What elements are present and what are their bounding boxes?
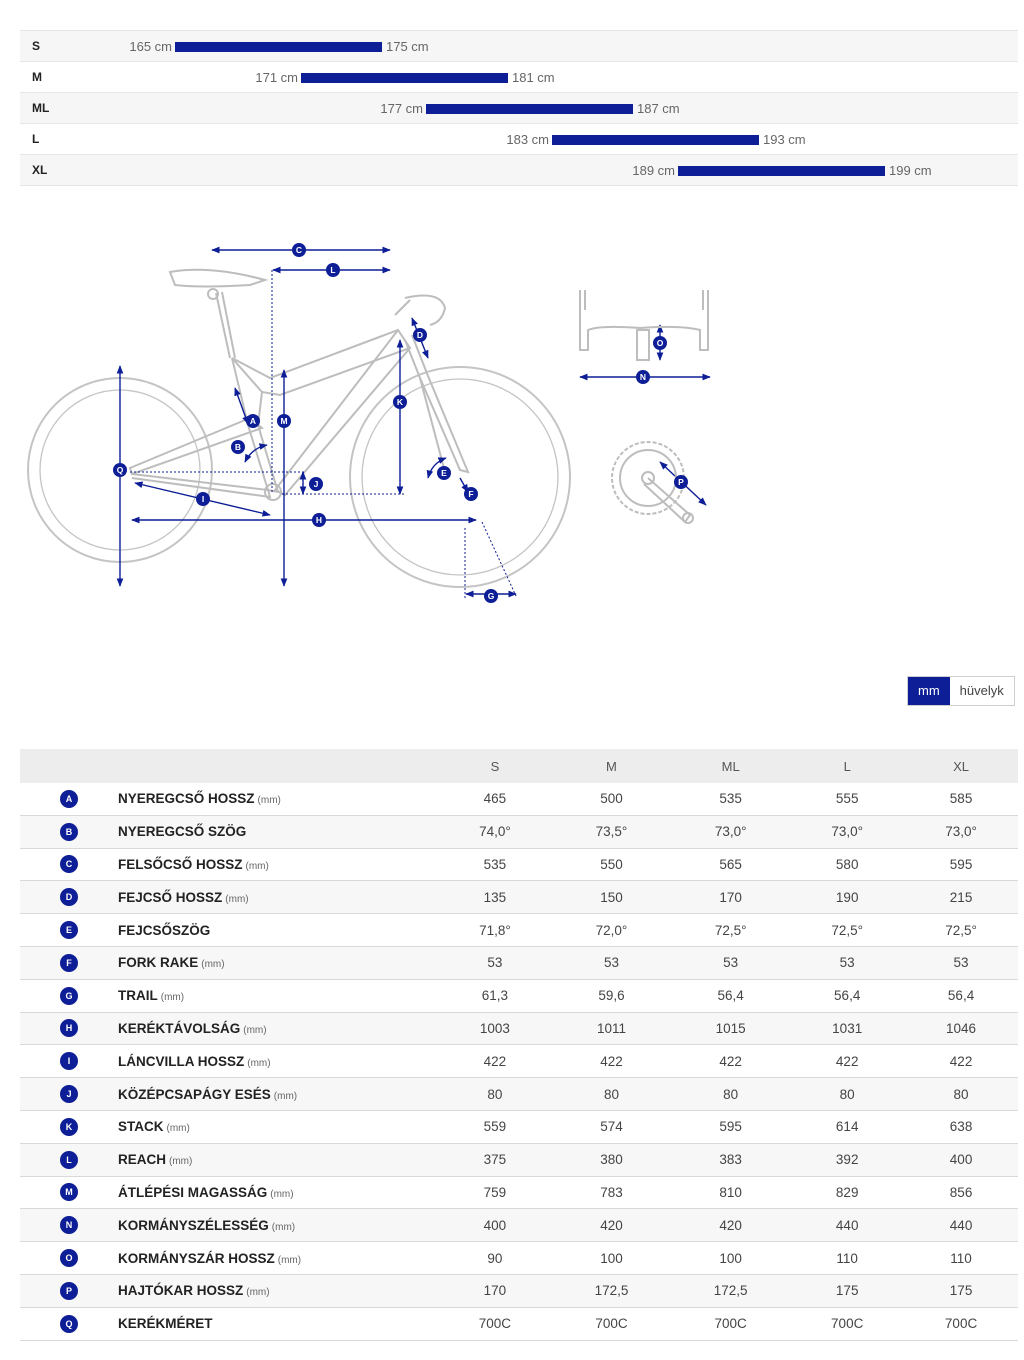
measurement-value: 72,5° xyxy=(671,914,790,947)
measurement-badge: C xyxy=(60,855,78,873)
measurement-value: 53 xyxy=(671,946,790,979)
height-min: 165 cm xyxy=(129,39,172,54)
svg-text:A: A xyxy=(249,416,257,426)
measurement-unit: (mm) xyxy=(201,959,225,971)
measurement-badge: J xyxy=(60,1085,78,1103)
measurement-name-cell xyxy=(118,881,438,914)
measurement-value: 555 xyxy=(790,783,904,815)
measurement-badge: Q xyxy=(60,1315,78,1333)
rider-size-chart xyxy=(20,30,1018,186)
badge-cell xyxy=(20,1274,118,1307)
measurement-value: 759 xyxy=(438,1176,552,1209)
measurement-value: 1015 xyxy=(671,1012,790,1045)
svg-text:O: O xyxy=(656,338,664,348)
svg-text:B: B xyxy=(234,442,242,452)
badge-cell xyxy=(20,1110,118,1143)
measurement-value: 80 xyxy=(671,1078,790,1111)
measurement-value: 80 xyxy=(790,1078,904,1111)
unit-mm-button[interactable]: mm xyxy=(908,677,950,705)
measurement-value: 190 xyxy=(790,881,904,914)
badge-cell xyxy=(20,1012,118,1045)
measurement-value: 535 xyxy=(671,783,790,815)
measurement-value: 559 xyxy=(438,1110,552,1143)
height-range-bar xyxy=(175,42,382,52)
measurement-value: 700C xyxy=(552,1307,671,1340)
measurement-badge: F xyxy=(60,954,78,972)
badge-cell xyxy=(20,1045,118,1078)
measurement-value: 170 xyxy=(438,1274,552,1307)
measurement-unit: (mm) xyxy=(277,1254,302,1266)
measurement-badge: P xyxy=(60,1282,78,1300)
measurement-value: 59,6 xyxy=(552,979,671,1012)
measurement-value: 375 xyxy=(438,1143,552,1176)
measurement-badge: L xyxy=(60,1151,78,1169)
measurement-value: 71,8° xyxy=(438,914,552,947)
measurement-value: 380 xyxy=(552,1143,671,1176)
height-max: 187 cm xyxy=(637,101,680,116)
measurement-value: 90 xyxy=(438,1242,552,1275)
measurement-value: 73,0° xyxy=(790,815,904,848)
measurement-value: 700C xyxy=(438,1307,552,1340)
measurement-value: 110 xyxy=(790,1242,904,1275)
measurement-value: 700C xyxy=(790,1307,904,1340)
geometry-table xyxy=(20,749,1018,1341)
height-max: 181 cm xyxy=(512,70,555,85)
unit-toggle xyxy=(907,676,1015,706)
measurement-value: 80 xyxy=(904,1078,1018,1111)
measurement-value: 422 xyxy=(671,1045,790,1078)
measurement-unit: (mm) xyxy=(257,795,281,807)
measurement-value: 150 xyxy=(552,881,671,914)
height-max: 199 cm xyxy=(889,163,932,178)
unit-inch-button[interactable]: hüvelyk xyxy=(950,677,1014,705)
svg-text:G: G xyxy=(487,591,495,601)
measurement-badge: M xyxy=(60,1183,78,1201)
measurement-value: 72,5° xyxy=(790,914,904,947)
measurement-value: 80 xyxy=(552,1078,671,1111)
svg-text:C: C xyxy=(295,245,303,255)
measurement-value: 422 xyxy=(438,1045,552,1078)
measurement-unit: (mm) xyxy=(160,992,185,1004)
measurement-value: 72,0° xyxy=(552,914,671,947)
badge-cell xyxy=(20,979,118,1012)
table-row xyxy=(20,1307,1018,1340)
table-row xyxy=(20,979,1018,1012)
measurement-badge: A xyxy=(60,790,78,808)
table-header-row xyxy=(20,749,1018,783)
bike-frame xyxy=(130,270,468,500)
label-badge-q xyxy=(113,463,127,477)
measurement-value: 74,0° xyxy=(438,815,552,848)
measurement-value: 422 xyxy=(904,1045,1018,1078)
badge-cell xyxy=(20,783,118,815)
measurement-value: 1003 xyxy=(438,1012,552,1045)
height-max: 193 cm xyxy=(763,132,806,147)
height-range-bar xyxy=(678,166,885,176)
measurement-unit: (mm) xyxy=(225,893,249,905)
measurement-name: HAJTÓKAR HOSSZ xyxy=(118,1283,244,1299)
measurement-name: KERÉKMÉRET xyxy=(118,1316,213,1332)
measurement-value: 135 xyxy=(438,881,552,914)
measurement-unit: (mm) xyxy=(166,1123,190,1135)
measurement-name: KERÉKTÁVOLSÁG xyxy=(118,1020,241,1036)
measurement-value: 440 xyxy=(904,1209,1018,1242)
measurement-value: 580 xyxy=(790,848,904,881)
measurement-value: 856 xyxy=(904,1176,1018,1209)
size-row xyxy=(20,30,1018,61)
measurement-name: KORMÁNYSZÉLESSÉG xyxy=(118,1217,269,1233)
dimension-arrows xyxy=(120,250,710,594)
badge-cell xyxy=(20,946,118,979)
measurement-value: 614 xyxy=(790,1110,904,1143)
table-row xyxy=(20,1274,1018,1307)
measurement-unit: (mm) xyxy=(273,1090,298,1102)
measurement-value: 810 xyxy=(671,1176,790,1209)
measurement-value: 535 xyxy=(438,848,552,881)
label-badge-f xyxy=(464,487,478,501)
measurement-value: 80 xyxy=(438,1078,552,1111)
size-label: L xyxy=(32,132,40,146)
measurement-value: 400 xyxy=(438,1209,552,1242)
measurement-value: 465 xyxy=(438,783,552,815)
measurement-value: 565 xyxy=(671,848,790,881)
table-row xyxy=(20,1242,1018,1275)
header-name xyxy=(118,749,438,783)
measurement-unit: (mm) xyxy=(169,1156,193,1168)
header-size: L xyxy=(790,749,904,783)
measurement-value: 175 xyxy=(790,1274,904,1307)
measurement-badge: I xyxy=(60,1052,78,1070)
measurement-value: 53 xyxy=(904,946,1018,979)
measurement-value: 440 xyxy=(790,1209,904,1242)
measurement-value: 53 xyxy=(790,946,904,979)
badge-cell xyxy=(20,815,118,848)
reference-lines xyxy=(130,270,516,598)
measurement-badge: N xyxy=(60,1216,78,1234)
measurement-value: 215 xyxy=(904,881,1018,914)
size-label: ML xyxy=(32,101,50,115)
front-wheel xyxy=(350,367,570,587)
measurement-value: 56,4 xyxy=(790,979,904,1012)
size-row xyxy=(20,61,1018,92)
table-row xyxy=(20,1078,1018,1111)
table-row xyxy=(20,914,1018,947)
table-row xyxy=(20,1110,1018,1143)
label-badge-b xyxy=(231,440,245,454)
header-size: ML xyxy=(671,749,790,783)
table-row xyxy=(20,946,1018,979)
badge-cell xyxy=(20,1209,118,1242)
measurement-value: 53 xyxy=(552,946,671,979)
table-row xyxy=(20,783,1018,815)
svg-text:L: L xyxy=(330,265,336,275)
geometry-diagram xyxy=(0,200,1024,620)
svg-text:M: M xyxy=(280,416,288,426)
badge-cell xyxy=(20,1242,118,1275)
svg-text:P: P xyxy=(678,477,684,487)
measurement-value: 585 xyxy=(904,783,1018,815)
measurement-value: 595 xyxy=(671,1110,790,1143)
measurement-name: LÁNCVILLA HOSSZ xyxy=(118,1053,245,1069)
svg-text:E: E xyxy=(441,468,447,478)
height-min: 177 cm xyxy=(380,101,423,116)
measurement-badge: D xyxy=(60,888,78,906)
label-badge-c xyxy=(292,243,306,257)
handlebar-front-view xyxy=(580,290,708,360)
badge-cell xyxy=(20,848,118,881)
measurement-value: 175 xyxy=(904,1274,1018,1307)
measurement-name-cell xyxy=(118,1242,438,1275)
measurement-name-cell xyxy=(118,1012,438,1045)
measurement-value: 110 xyxy=(904,1242,1018,1275)
measurement-unit: (mm) xyxy=(247,1057,271,1069)
measurement-name-cell xyxy=(118,914,438,947)
measurement-name: KÖZÉPCSAPÁGY ESÉS xyxy=(118,1086,271,1102)
measurement-value: 1011 xyxy=(552,1012,671,1045)
measurement-name: STACK xyxy=(118,1119,164,1135)
label-badge-j xyxy=(309,477,323,491)
size-label: S xyxy=(32,39,41,53)
label-badge-a xyxy=(246,414,260,428)
measurement-name-cell xyxy=(118,1274,438,1307)
measurement-value: 61,3 xyxy=(438,979,552,1012)
height-max: 175 cm xyxy=(386,39,429,54)
measurement-value: 595 xyxy=(904,848,1018,881)
svg-text:N: N xyxy=(639,372,647,382)
measurement-name: FORK RAKE xyxy=(118,955,199,971)
measurement-value: 72,5° xyxy=(904,914,1018,947)
measurement-name-cell xyxy=(118,946,438,979)
badge-cell xyxy=(20,1078,118,1111)
measurement-name-cell xyxy=(118,783,438,815)
header-badge xyxy=(20,749,118,783)
measurement-name-cell xyxy=(118,1307,438,1340)
measurement-value: 550 xyxy=(552,848,671,881)
measurement-value: 100 xyxy=(552,1242,671,1275)
measurement-name: ÁTLÉPÉSI MAGASSÁG xyxy=(118,1184,268,1200)
svg-text:I: I xyxy=(201,494,205,504)
label-badge-m xyxy=(277,414,291,428)
measurement-name: KORMÁNYSZÁR HOSSZ xyxy=(118,1250,275,1266)
label-badge-h xyxy=(312,513,326,527)
badge-cell xyxy=(20,1143,118,1176)
measurement-name-cell xyxy=(118,1078,438,1111)
measurement-unit: (mm) xyxy=(246,1287,270,1299)
header-size: S xyxy=(438,749,552,783)
measurement-value: 420 xyxy=(671,1209,790,1242)
table-row xyxy=(20,881,1018,914)
label-badge-k xyxy=(393,395,407,409)
measurement-value: 638 xyxy=(904,1110,1018,1143)
measurement-name-cell xyxy=(118,1209,438,1242)
table-row xyxy=(20,1012,1018,1045)
measurement-name: REACH xyxy=(118,1152,167,1168)
height-range-bar xyxy=(552,135,759,145)
badge-cell xyxy=(20,1307,118,1340)
measurement-badge: B xyxy=(60,823,78,841)
svg-text:K: K xyxy=(396,397,404,407)
measurement-value: 73,0° xyxy=(671,815,790,848)
measurement-name-cell xyxy=(118,979,438,1012)
measurement-name: FELSŐCSŐ HOSSZ xyxy=(118,856,243,872)
measurement-value: 500 xyxy=(552,783,671,815)
measurement-value: 574 xyxy=(552,1110,671,1143)
svg-text:Q: Q xyxy=(116,465,124,475)
height-min: 171 cm xyxy=(255,70,298,85)
table-row xyxy=(20,848,1018,881)
badge-cell xyxy=(20,1176,118,1209)
measurement-name-cell xyxy=(118,1110,438,1143)
header-size: M xyxy=(552,749,671,783)
measurement-value: 829 xyxy=(790,1176,904,1209)
measurement-name-cell xyxy=(118,1176,438,1209)
measurement-value: 73,5° xyxy=(552,815,671,848)
measurement-value: 172,5 xyxy=(671,1274,790,1307)
table-row xyxy=(20,815,1018,848)
measurement-name-cell xyxy=(118,1143,438,1176)
table-row xyxy=(20,1209,1018,1242)
table-row xyxy=(20,1176,1018,1209)
measurement-value: 783 xyxy=(552,1176,671,1209)
badge-cell xyxy=(20,881,118,914)
measurement-value: 1046 xyxy=(904,1012,1018,1045)
height-min: 183 cm xyxy=(506,132,549,147)
measurement-name: NYEREGCSŐ SZÖG xyxy=(118,824,247,840)
measurement-name: TRAIL xyxy=(118,988,158,1004)
label-badge-g xyxy=(484,589,498,603)
label-badge-p xyxy=(674,475,688,489)
measurement-value: 422 xyxy=(790,1045,904,1078)
measurement-value: 172,5 xyxy=(552,1274,671,1307)
height-range-bar xyxy=(301,73,508,83)
height-range-bar xyxy=(426,104,633,114)
badge-cell xyxy=(20,914,118,947)
measurement-value: 422 xyxy=(552,1045,671,1078)
measurement-badge: H xyxy=(60,1019,78,1037)
svg-text:D: D xyxy=(416,330,424,340)
measurement-name: NYEREGCSŐ HOSSZ xyxy=(118,791,255,807)
measurement-name-cell xyxy=(118,848,438,881)
header-size: XL xyxy=(904,749,1018,783)
measurement-value: 170 xyxy=(671,881,790,914)
measurement-badge: K xyxy=(60,1118,78,1136)
measurement-unit: (mm) xyxy=(245,860,269,872)
measurement-badge: G xyxy=(60,987,78,1005)
measurement-value: 53 xyxy=(438,946,552,979)
svg-text:J: J xyxy=(313,479,319,489)
measurement-value: 56,4 xyxy=(671,979,790,1012)
measurement-value: 700C xyxy=(904,1307,1018,1340)
label-badge-o xyxy=(653,336,667,350)
measurement-value: 73,0° xyxy=(904,815,1018,848)
measurement-value: 400 xyxy=(904,1143,1018,1176)
measurement-value: 383 xyxy=(671,1143,790,1176)
measurement-unit: (mm) xyxy=(270,1188,294,1200)
measurement-name-cell xyxy=(118,1045,438,1078)
measurement-name: FEJCSŐ HOSSZ xyxy=(118,889,223,905)
measurement-value: 420 xyxy=(552,1209,671,1242)
measurement-badge: O xyxy=(60,1249,78,1267)
label-badge-e xyxy=(437,466,451,480)
label-badge-n xyxy=(636,370,650,384)
svg-text:F: F xyxy=(468,489,474,499)
height-min: 189 cm xyxy=(632,163,675,178)
measurement-unit: (mm) xyxy=(243,1024,267,1036)
measurement-value: 100 xyxy=(671,1242,790,1275)
measurement-value: 56,4 xyxy=(904,979,1018,1012)
table-row xyxy=(20,1045,1018,1078)
measurement-name-cell xyxy=(118,815,438,848)
measurement-badge: E xyxy=(60,921,78,939)
label-badge-l xyxy=(326,263,340,277)
size-label: XL xyxy=(32,163,48,177)
measurement-value: 700C xyxy=(671,1307,790,1340)
measurement-unit: (mm) xyxy=(271,1221,296,1233)
size-row xyxy=(20,154,1018,186)
size-row xyxy=(20,123,1018,154)
svg-text:H: H xyxy=(315,515,323,525)
label-badge-i xyxy=(196,492,210,506)
size-label: M xyxy=(32,70,42,84)
label-badge-d xyxy=(413,328,427,342)
table-row xyxy=(20,1143,1018,1176)
measurement-value: 392 xyxy=(790,1143,904,1176)
measurement-value: 1031 xyxy=(790,1012,904,1045)
size-row xyxy=(20,92,1018,123)
measurement-name: FEJCSŐSZÖG xyxy=(118,922,211,938)
